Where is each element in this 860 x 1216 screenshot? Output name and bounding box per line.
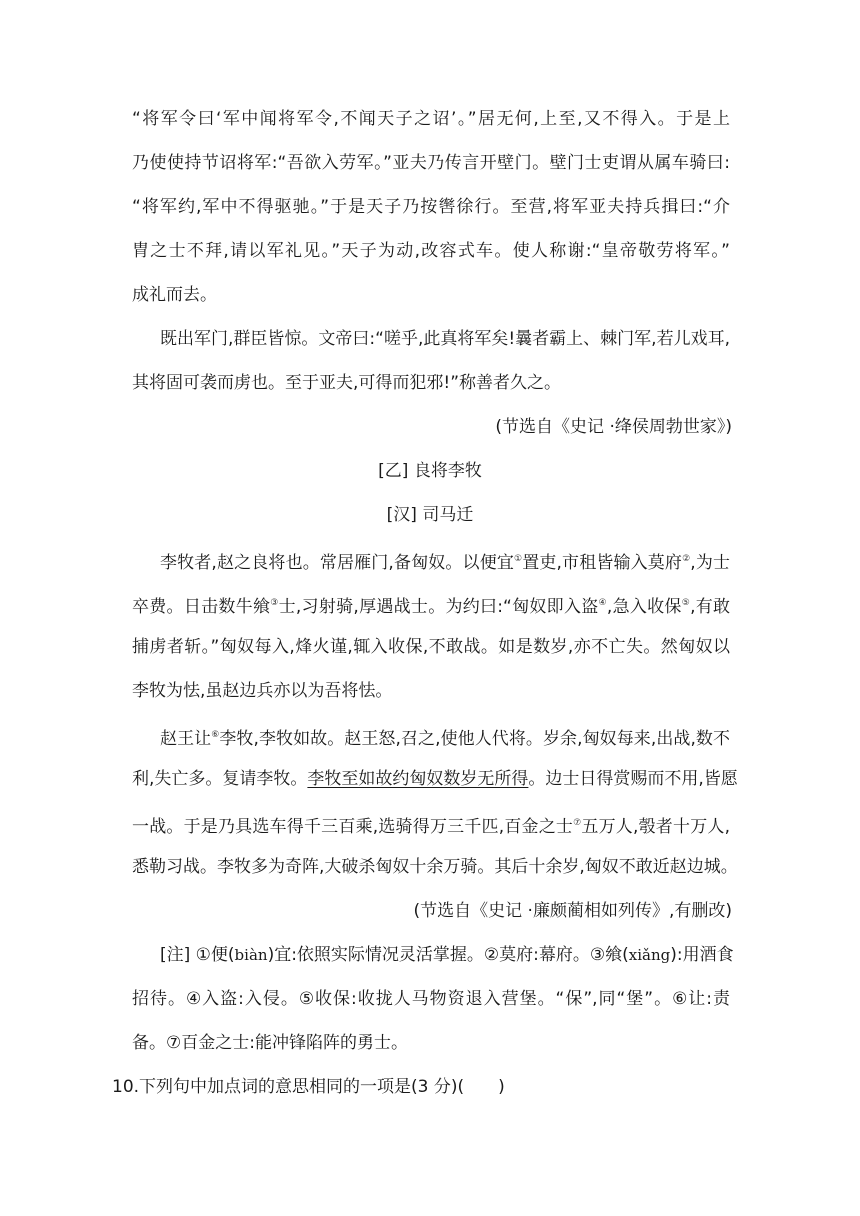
- jia-source: (节选自《史记 ·绛侯周勃世家》): [495, 417, 732, 437]
- jia-p2-line2: 其将固可袭而虏也。至于亚夫,可得而犯邪!”称善者久之。: [132, 373, 562, 393]
- jia-p1-line5: 成礼而去。: [132, 285, 217, 305]
- note-mark-6: ⑥: [211, 730, 220, 740]
- note-mark-5: ⑤: [681, 598, 691, 608]
- question-10: 10.下列句中加点词的意思相同的一项是(3 分)( ): [112, 1077, 505, 1097]
- jia-p1-line1: “将军令曰‘军中闻将军令,不闻天子之诏’。”居无何,上至,又不得入。于是上: [132, 109, 730, 129]
- yi-p1-line4: 李牧为怯,虽赵边兵亦以为吾将怯。: [132, 681, 393, 701]
- notes-line3: 备。⑦百金之士:能冲锋陷阵的勇士。: [132, 1033, 408, 1053]
- note-mark-1: ①: [514, 554, 523, 564]
- yi-p2-line2: 利,失亡多。复请李牧。李牧至如故约匈奴数岁无所得。边士日得赏赐而不用,皆愿: [132, 769, 738, 789]
- yi-source: (节选自《史记 ·廉颇蔺相如列传》,有删改): [413, 901, 732, 921]
- jia-p1-line4: 胄之士不拜,请以军礼见。”天子为动,改容式车。使人称谢:“皇帝敬劳将军。”: [132, 241, 730, 261]
- notes-line2: 招待。④入盗:入侵。⑤收保:收拢人马物资退入营堡。“保”,同“堡”。⑥让:责: [132, 989, 730, 1009]
- yi-p1-line2: 卒费。日击数牛飨③士,习射骑,厚遇战士。为约曰:“匈奴即入盗④,急入收保⑤,有敢: [132, 597, 731, 617]
- pinyin-xiang: xiǎng: [628, 946, 671, 964]
- note-mark-2: ②: [682, 554, 691, 564]
- yi-title: [乙] 良将李牧: [378, 461, 482, 481]
- yi-author: [汉] 司马迁: [386, 505, 474, 525]
- pinyin-bian: biàn: [234, 946, 268, 964]
- yi-p2-line1: 赵王让⑥李牧,李牧如故。赵王怒,召之,使他人代将。岁余,匈奴每来,出战,数不: [160, 729, 730, 749]
- yi-p1-line1: 李牧者,赵之良将也。常居雁门,备匈奴。以便宜①置吏,市租皆输入莫府②,为士: [160, 553, 730, 573]
- jia-p1-line2: 乃使使持节诏将军:“吾欲入劳军。”亚夫乃传言开壁门。壁门士吏谓从属车骑曰:: [132, 153, 730, 173]
- jia-p1-line3: “将军约,军中不得驱驰。”于是天子乃按辔徐行。至营,将军亚夫持兵揖曰:“介: [132, 197, 730, 217]
- yi-p2-line4: 悉勒习战。李牧多为奇阵,大破杀匈奴十余万骑。其后十余岁,匈奴不敢近赵边城。: [132, 857, 738, 877]
- underlined-sentence: 李牧至如故约匈奴数岁无所得: [307, 769, 529, 789]
- note-mark-7: ⑦: [573, 818, 582, 828]
- yi-p2-line3: 一战。于是乃具选车得千三百乘,选骑得万三千匹,百金之士⑦五万人,彀者十万人,: [132, 817, 730, 837]
- notes-line1: [注] ①便(biàn)宜:依照实际情况灵活掌握。②莫府:幕府。③飨(xiǎng):用酒食: [160, 945, 734, 965]
- jia-p2-line1: 既出军门,群臣皆惊。文帝曰:“嗟乎,此真将军矣!曩者霸上、棘门军,若儿戏耳,: [160, 329, 730, 349]
- note-mark-3: ③: [270, 598, 279, 608]
- note-mark-4: ④: [598, 598, 607, 608]
- yi-p1-line3: 捕虏者斩。”匈奴每入,烽火谨,辄入收保,不敢战。如是数岁,亦不亡失。然匈奴以: [132, 637, 730, 657]
